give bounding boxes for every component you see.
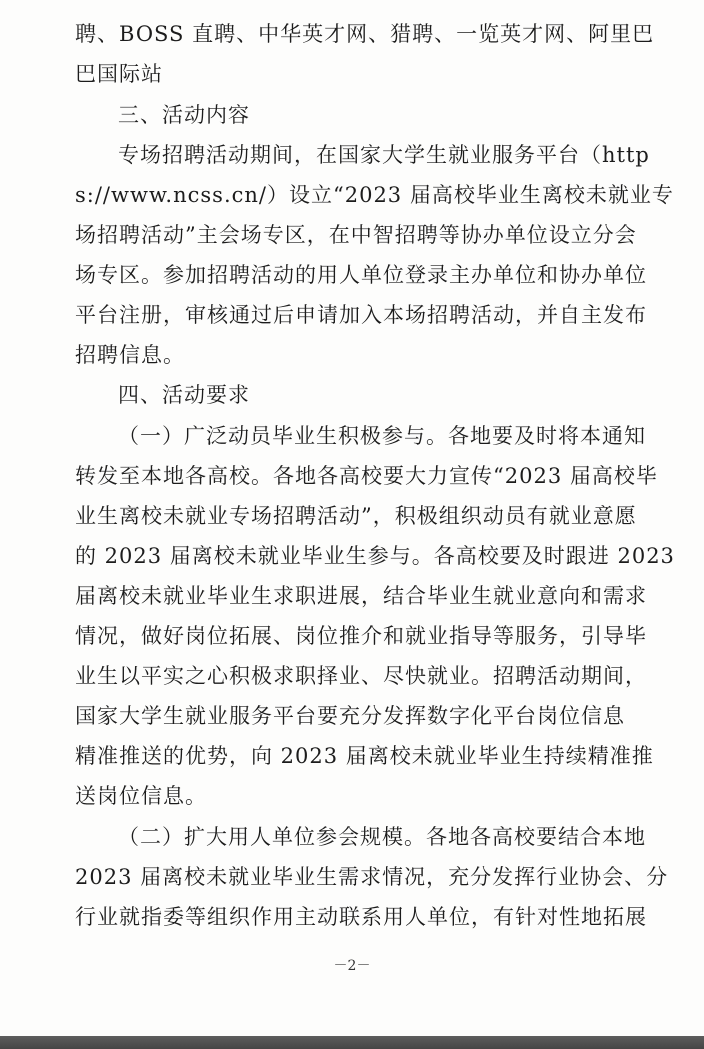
page-number: －2－ — [333, 958, 371, 974]
body-text-line: 平台注册，审核通过后申请加入本场招聘活动，并自主发布 — [75, 303, 647, 327]
body-text-line: 国家大学生就业服务平台要充分发挥数字化平台岗位信息 — [75, 704, 625, 728]
subsection-2-line: （二）扩大用人单位参会规模。各地各高校要结合本地 — [118, 825, 646, 849]
body-text-line: 聘、BOSS 直聘、中华英才网、猎聘、一览英才网、阿里巴 — [75, 22, 655, 46]
body-text-line: 巴国际站 — [75, 62, 163, 86]
body-text-line: 招聘信息。 — [75, 343, 185, 367]
subsection-1-line: （一）广泛动员毕业生积极参与。各地要及时将本通知 — [118, 424, 646, 448]
body-text-line: 转发至本地各高校。各地各高校要大力宣传“2023 届高校毕 — [75, 464, 658, 488]
body-text-line: s://www.ncss.cn/）设立“2023 届高校毕业生离校未就业专 — [75, 183, 674, 207]
section-heading-4: 四、活动要求 — [118, 383, 250, 407]
body-text-line: 行业就指委等组织作用主动联系用人单位，有针对性地拓展 — [75, 905, 647, 929]
body-text-line: 场招聘活动”主会场专区，在中智招聘等协办单位设立分会 — [75, 223, 637, 247]
body-text-line: 届离校未就业毕业生求职进展，结合毕业生就业意向和需求 — [75, 584, 647, 608]
body-text-line: 专场招聘活动期间，在国家大学生就业服务平台（http — [118, 143, 650, 167]
body-text-line: 业生离校未就业专场招聘活动”，积极组织动员有就业意愿 — [75, 504, 637, 528]
body-text-line: 精准推送的优势，向 2023 届离校未就业毕业生持续精准推 — [75, 744, 654, 768]
body-text-line: 情况，做好岗位拓展、岗位推介和就业指导等服务，引导毕 — [75, 624, 647, 648]
section-heading-3: 三、活动内容 — [118, 103, 250, 127]
body-text-line: 业生以平实之心积极求职择业、尽快就业。招聘活动期间， — [75, 664, 647, 688]
body-text-line: 送岗位信息。 — [75, 784, 207, 808]
body-text-line: 的 2023 届离校未就业毕业生参与。各高校要及时跟进 2023 — [75, 544, 675, 568]
body-text-line: 2023 届离校未就业毕业生需求情况，充分发挥行业协会、分 — [75, 865, 669, 889]
viewer-bottom-bar — [0, 1036, 704, 1049]
body-text-line: 场专区。参加招聘活动的用人单位登录主办单位和协办单位 — [75, 263, 647, 287]
